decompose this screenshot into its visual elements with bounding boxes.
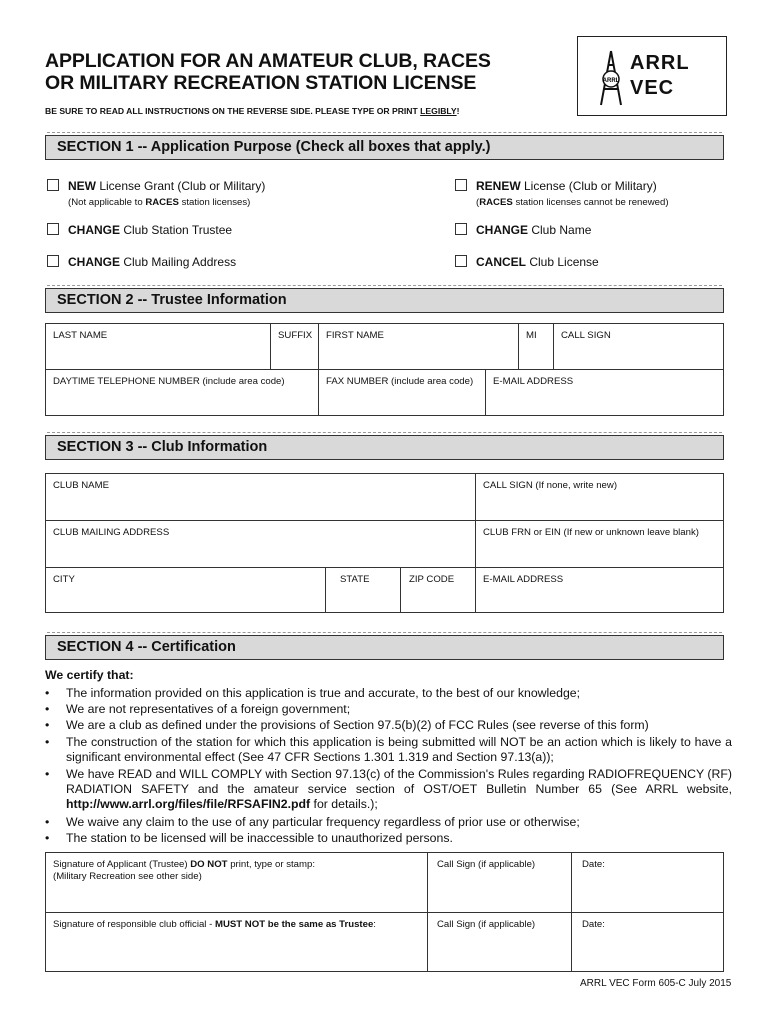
- trustee-call-sign-field[interactable]: CALL SIGN: [554, 324, 723, 370]
- title-line-1: APPLICATION FOR AN AMATEUR CLUB, RACES: [45, 50, 491, 72]
- section-2-header: SECTION 2 -- Trustee Information: [45, 288, 724, 313]
- club-frn-field[interactable]: CLUB FRN or EIN (If new or unknown leave blank): [476, 521, 723, 568]
- cancel-license-checkbox[interactable]: [455, 255, 467, 267]
- cert-item: • We waive any claim to the use of any particular frequency regardless of prior use or otherwise;: [45, 815, 580, 829]
- zip-field[interactable]: ZIP CODE: [401, 568, 476, 612]
- change-club-name-label: CHANGE Club Name: [476, 223, 592, 237]
- club-call-sign-field[interactable]: CALL SIGN (If none, write new): [476, 474, 723, 521]
- new-license-label: NEW License Grant (Club or Military): [68, 179, 266, 193]
- mi-field[interactable]: MI: [519, 324, 554, 370]
- certification-intro: We certify that:: [45, 668, 134, 682]
- trustee-sig-call-sign-field[interactable]: Call Sign (if applicable): [428, 853, 572, 913]
- trustee-email-field[interactable]: E-MAIL ADDRESS: [493, 376, 574, 387]
- change-trustee-checkbox[interactable]: [47, 223, 59, 235]
- cert-item: • The information provided on this application is true and accurate, to the best of our knowledge;: [45, 686, 581, 700]
- section-4-header: SECTION 4 -- Certification: [45, 635, 724, 660]
- club-email-field[interactable]: E-MAIL ADDRESS: [483, 574, 564, 585]
- trustee-info-grid: [45, 323, 724, 416]
- note-suffix: !: [456, 106, 460, 116]
- section-3-header: SECTION 3 -- Club Information: [45, 435, 724, 460]
- change-club-name-checkbox[interactable]: [455, 223, 467, 235]
- last-name-field[interactable]: LAST NAME: [46, 324, 271, 370]
- suffix-field[interactable]: SUFFIX: [271, 324, 319, 370]
- cert-item: • We are not representatives of a foreign government;: [45, 702, 351, 716]
- form-title: [45, 50, 585, 94]
- title-line-2: OR MILITARY RECREATION STATION LICENSE: [45, 72, 477, 94]
- renew-license-note: (RACES station licenses cannot be renewed): [476, 197, 669, 208]
- cancel-license-label: CANCEL Club License: [476, 255, 599, 269]
- official-sig-call-sign-field[interactable]: Call Sign (if applicable): [428, 913, 572, 971]
- cert-item: • The construction of the station for which this application is being submitted will NOT be an action which is likely to have a significant environmental effect (See 47 CFR Sections 1.301 1.319 and Section 97.13(a));: [45, 735, 732, 765]
- note-text: BE SURE TO READ ALL INSTRUCTIONS ON THE REVERSE SIDE. PLEASE TYPE OR PRINT: [45, 106, 421, 116]
- club-mailing-address-field[interactable]: CLUB MAILING ADDRESS: [46, 521, 476, 568]
- official-signature-field[interactable]: Signature of responsible club official - MUST NOT be the same as Trustee:: [46, 913, 428, 971]
- renew-license-checkbox[interactable]: [455, 179, 467, 191]
- state-field[interactable]: STATE: [326, 568, 401, 612]
- club-info-grid: [45, 473, 724, 613]
- radio-tower-icon: [596, 49, 626, 107]
- signature-grid: [45, 852, 724, 972]
- change-address-checkbox[interactable]: [47, 255, 59, 267]
- arrl-vec-logo: [577, 36, 727, 116]
- city-field[interactable]: CITY: [46, 568, 326, 612]
- trustee-signature-field[interactable]: Signature of Applicant (Trustee) DO NOT print, type or stamp: (Military Recreation see other side): [46, 853, 428, 913]
- cert-item: • We have READ and WILL COMPLY with Section 97.13(c) of the Commission's Rules regarding RADIOFREQUENCY (RF) RADIATION SAFETY and the amateur service section of OST/OET Bulletin Number 65 (See ARRL website, http://www.arrl.org/files/file/RFSAFIN2.pdf for details.);: [45, 767, 732, 812]
- club-name-field[interactable]: CLUB NAME: [46, 474, 476, 521]
- new-license-checkbox[interactable]: [47, 179, 59, 191]
- logo-text-arrl: ARRL: [630, 52, 690, 74]
- note-underlined: LEGIBLY: [420, 106, 457, 116]
- cert-item: • The station to be licensed will be inaccessible to unauthorized persons.: [45, 831, 453, 845]
- form-footer: ARRL VEC Form 605-C July 2015: [580, 978, 732, 989]
- new-license-note: (Not applicable to RACES station licenses): [68, 197, 251, 208]
- rf-safety-link[interactable]: http://www.arrl.org/files/file/RFSAFIN2.pdf: [66, 797, 311, 812]
- official-sig-date-field[interactable]: Date:: [582, 919, 605, 930]
- cert-item: • We are a club as defined under the provisions of Section 97.5(b)(2) of FCC Rules (see reverse of this form): [45, 718, 649, 732]
- change-address-label: CHANGE Club Mailing Address: [68, 255, 237, 269]
- section-1-header: SECTION 1 -- Application Purpose (Check all boxes that apply.): [45, 135, 724, 160]
- fax-field[interactable]: FAX NUMBER (include area code): [319, 370, 486, 415]
- phone-field[interactable]: DAYTIME TELEPHONE NUMBER (include area code): [46, 370, 319, 415]
- logo-text-vec: VEC: [630, 77, 675, 99]
- renew-license-label: RENEW License (Club or Military): [476, 179, 657, 193]
- instruction-note: [45, 106, 459, 116]
- svg-text:ARRL: ARRL: [602, 78, 620, 84]
- change-trustee-label: CHANGE Club Station Trustee: [68, 223, 233, 237]
- first-name-field[interactable]: FIRST NAME: [319, 324, 519, 370]
- trustee-sig-date-field[interactable]: Date:: [572, 853, 723, 913]
